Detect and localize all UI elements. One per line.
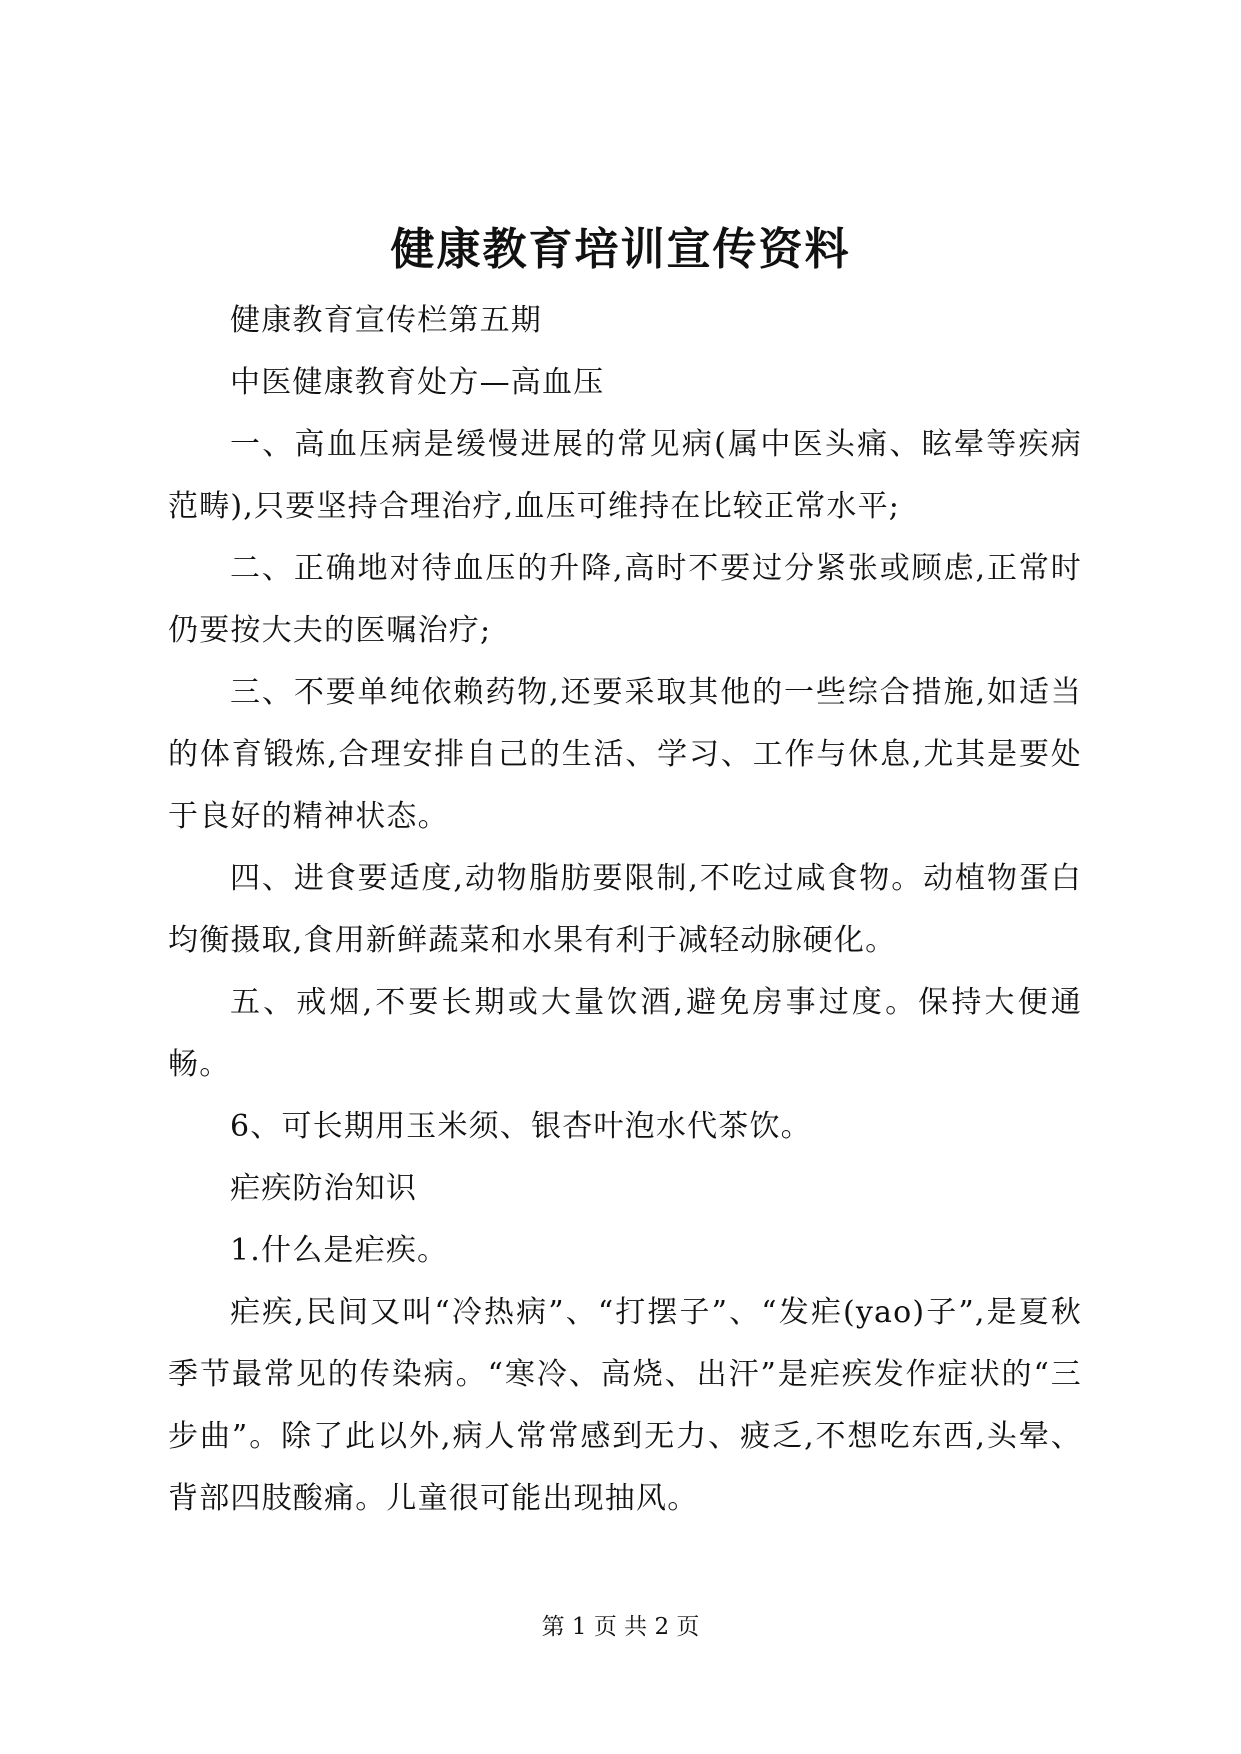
paragraph-malaria-question: 1.什么是疟疾。 bbox=[230, 1233, 449, 1268]
page-footer: 第 1 页 共 2 页 bbox=[541, 1614, 700, 1640]
paragraph-item-2: 二、正确地对待血压的升降,高时不要过分紧张或顾虑,正常时仍要按大夫的医嘱治疗; bbox=[168, 551, 1082, 648]
paragraph-item-6: 6、可长期用玉米须、银杏叶泡水代茶饮。 bbox=[230, 1109, 812, 1144]
paragraph-tcm-prescription-heading: 中医健康教育处方—高血压 bbox=[230, 365, 605, 400]
paragraph-item-5: 五、戒烟,不要长期或大量饮酒,避免房事过度。保持大便通畅。 bbox=[168, 985, 1082, 1082]
paragraph-item-3: 三、不要单纯依赖药物,还要采取其他的一些综合措施,如适当的体育锻炼,合理安排自己的生活、学习、工作与休息,尤其是要处于良好的精神状态。 bbox=[168, 675, 1082, 834]
paragraph-malaria-answer: 疟疾,民间又叫“冷热病”、“打摆子”、“发疟(yao)子”,是夏秋季节最常见的传染病。“寒冷、高烧、出汗”是疟疾发作症状的“三步曲”。除了此以外,病人常常感到无力、疲乏,不想吃东西,头晕、背部四肢酸痛。儿童很可能出现抽风。 bbox=[168, 1295, 1082, 1516]
document-title: 健康教育培训宣传资料 bbox=[390, 224, 851, 275]
paragraph-item-4: 四、进食要适度,动物脂肪要限制,不吃过咸食物。动植物蛋白均衡摄取,食用新鲜蔬菜和水果有利于减轻动脉硬化。 bbox=[168, 861, 1082, 958]
document-body bbox=[168, 290, 1082, 1530]
paragraph-bulletin-issue: 健康教育宣传栏第五期 bbox=[230, 303, 542, 338]
paragraph-malaria-heading: 疟疾防治知识 bbox=[230, 1171, 418, 1206]
paragraph-item-1: 一、高血压病是缓慢进展的常见病(属中医头痛、眩晕等疾病范畴),只要坚持合理治疗,血压可维持在比较正常水平; bbox=[168, 427, 1082, 524]
